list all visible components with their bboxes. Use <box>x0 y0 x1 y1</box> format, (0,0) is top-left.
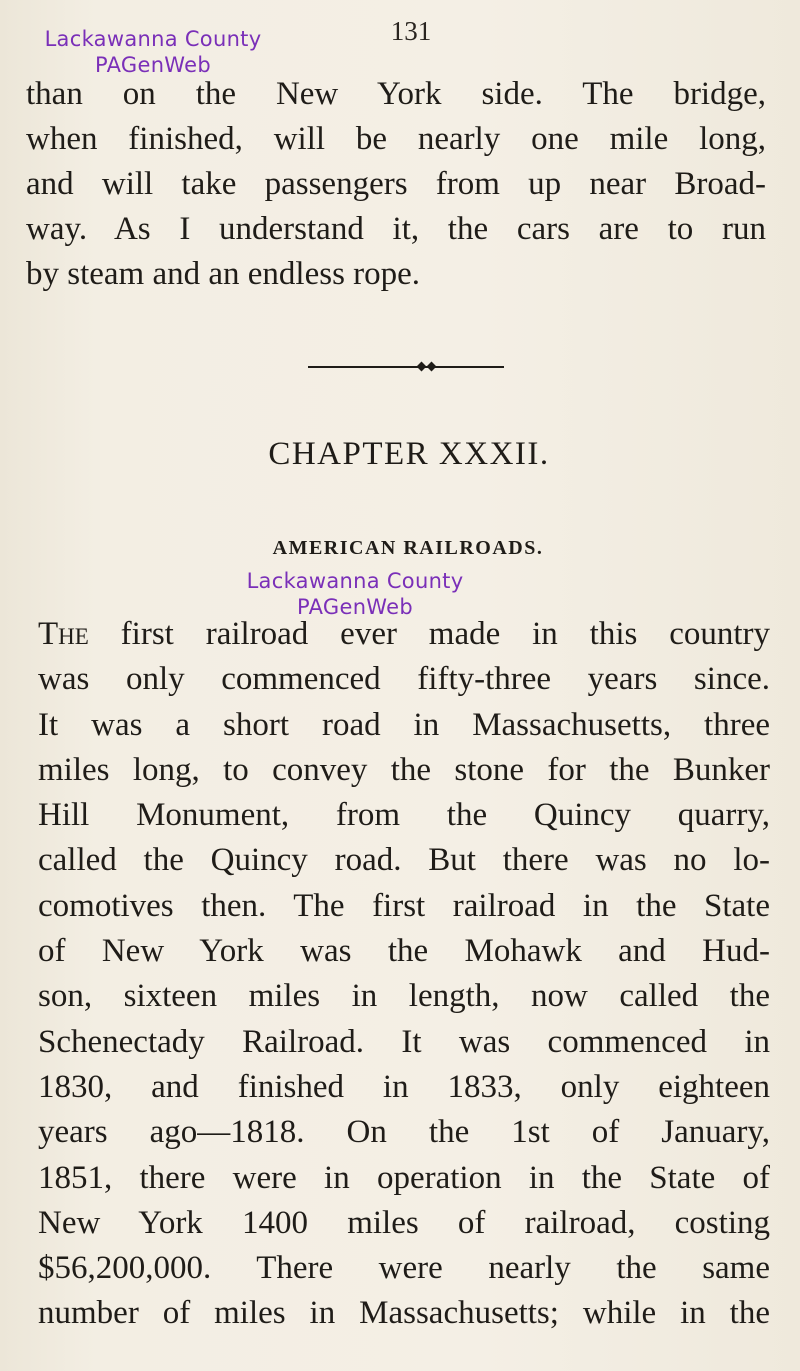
divider-diamond <box>427 362 437 372</box>
text-line-first <box>38 612 770 657</box>
text-line: comotives then. The first railroad in the State <box>38 887 770 924</box>
text-line: of New York was the Mohawk and Hud- <box>38 933 770 970</box>
section-divider-ornament <box>308 366 504 370</box>
watermark-top <box>22 26 284 78</box>
text-line: years ago—1818. On the 1st of January, <box>38 1114 770 1151</box>
text-line: way. As I understand it, the cars are to run <box>26 211 766 247</box>
text-line: 1851, there were in operation in the State of <box>38 1159 770 1196</box>
watermark-line: PAGenWeb <box>296 595 413 619</box>
opening-word: The <box>38 616 89 652</box>
first-line-text: first railroad ever made in this country <box>88 616 770 652</box>
watermark-line: Lackawanna County <box>44 27 262 51</box>
page-number: 131 <box>390 16 432 46</box>
watermark-line: Lackawanna County <box>246 569 464 593</box>
text-line: called the Quincy road. But there was no lo- <box>38 842 770 879</box>
continued-paragraph <box>26 72 766 297</box>
chapter-heading: CHAPTER XXXII. <box>268 436 550 472</box>
text-line: Schenectady Railroad. It was commenced in <box>38 1023 770 1060</box>
text-line: $56,200,000. There were nearly the same <box>38 1250 770 1287</box>
watermark-line: PAGenWeb <box>94 53 211 77</box>
text-line: than on the New York side. The bridge, <box>26 76 766 112</box>
text-line: 1830, and finished in 1833, only eighteen <box>38 1068 770 1105</box>
text-line: Hill Monument, from the Quincy quarry, <box>38 797 770 834</box>
text-line: when finished, will be nearly one mile long, <box>26 121 766 157</box>
main-paragraph <box>38 612 770 1337</box>
text-line: and will take passengers from up near Broad- <box>26 166 766 202</box>
text-line: son, sixteen miles in length, now called the <box>38 978 770 1015</box>
text-line: It was a short road in Massachusetts, three <box>38 706 770 743</box>
chapter-subtitle: AMERICAN RAILROADS. <box>272 537 544 559</box>
text-line: by steam and an endless rope. <box>26 256 421 292</box>
divider-diamond <box>417 362 427 372</box>
text-line: New York 1400 miles of railroad, costing <box>38 1204 770 1241</box>
text-line: number of miles in Massachusetts; while in the <box>38 1295 770 1332</box>
text-line: was only commenced fifty-three years since. <box>38 661 770 698</box>
divider-rule <box>308 366 504 368</box>
text-line: miles long, to convey the stone for the Bunker <box>38 751 770 788</box>
